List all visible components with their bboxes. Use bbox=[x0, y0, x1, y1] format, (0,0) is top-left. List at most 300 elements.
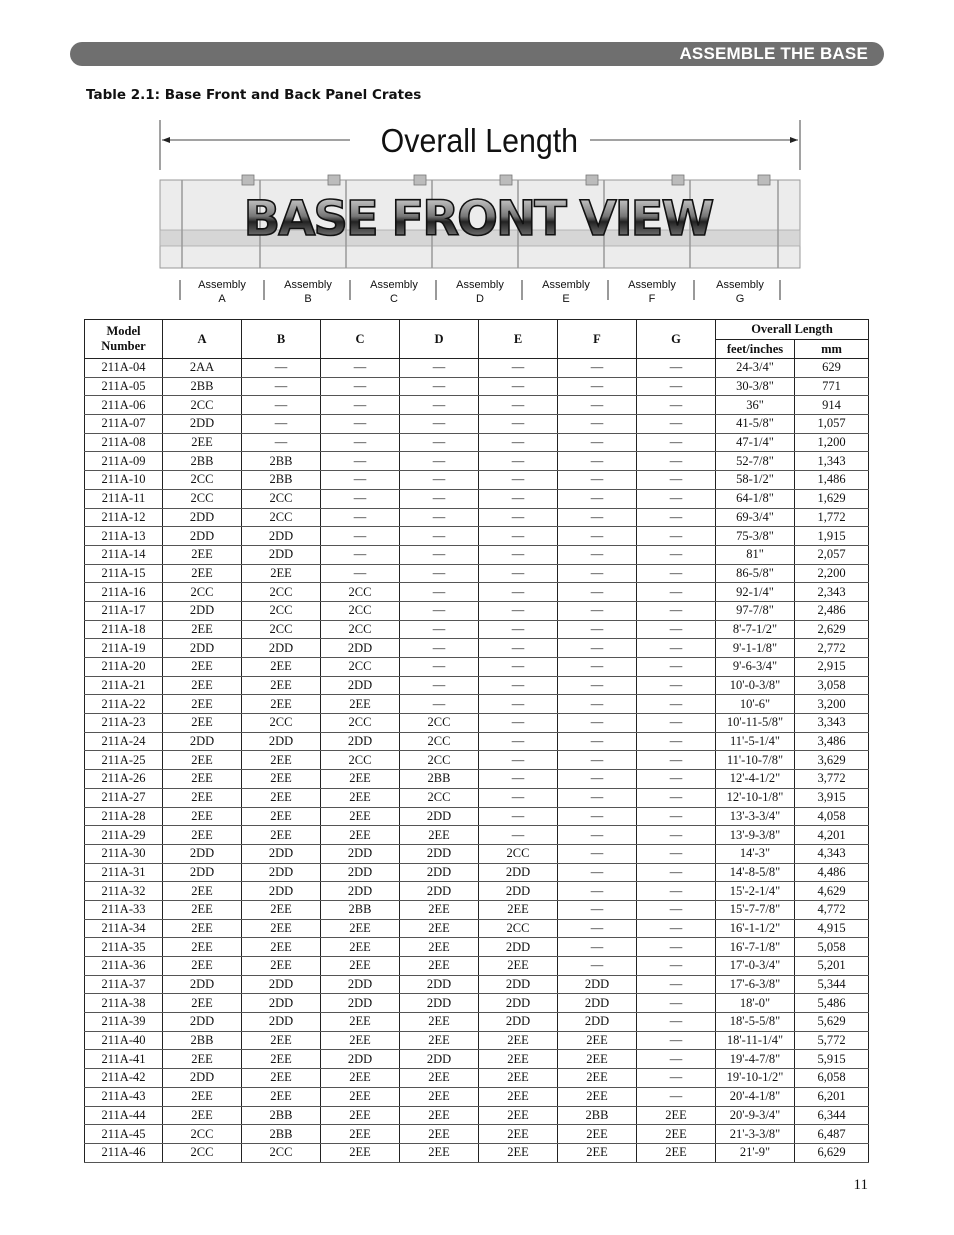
col-header-a: A bbox=[163, 320, 242, 359]
table-cell: — bbox=[558, 564, 637, 583]
table-cell: 15'-2-1/4" bbox=[716, 882, 795, 901]
table-cell: — bbox=[558, 359, 637, 378]
table-cell: — bbox=[637, 957, 716, 976]
table-cell: 2EE bbox=[242, 900, 321, 919]
table-cell: 1,629 bbox=[795, 489, 869, 508]
table-cell: — bbox=[479, 489, 558, 508]
table-cell: — bbox=[558, 807, 637, 826]
table-cell: — bbox=[558, 732, 637, 751]
table-cell: 2EE bbox=[558, 1031, 637, 1050]
table-cell: 2EE bbox=[400, 1143, 479, 1162]
table-cell: 2BB bbox=[400, 770, 479, 789]
table-cell: 2EE bbox=[400, 1069, 479, 1088]
table-cell: — bbox=[558, 433, 637, 452]
table-cell: 211A-26 bbox=[85, 770, 163, 789]
table-cell: 4,343 bbox=[795, 844, 869, 863]
table-cell: 2DD bbox=[400, 975, 479, 994]
table-cell: 2EE bbox=[558, 1050, 637, 1069]
table-cell: 2EE bbox=[321, 770, 400, 789]
table-cell: — bbox=[558, 620, 637, 639]
table-cell: 2,057 bbox=[795, 545, 869, 564]
table-cell: 2CC bbox=[321, 751, 400, 770]
table-cell: 211A-31 bbox=[85, 863, 163, 882]
table-cell: 2DD bbox=[321, 732, 400, 751]
table-cell: 211A-39 bbox=[85, 1013, 163, 1032]
table-cell: 36" bbox=[716, 396, 795, 415]
table-row bbox=[85, 919, 869, 938]
table-cell: — bbox=[637, 1069, 716, 1088]
table-cell: 211A-44 bbox=[85, 1106, 163, 1125]
table-cell: 2EE bbox=[242, 1069, 321, 1088]
table-cell: 2EE bbox=[400, 826, 479, 845]
table-cell: — bbox=[400, 695, 479, 714]
table-cell: 2EE bbox=[321, 1125, 400, 1144]
table-cell: 2CC bbox=[479, 844, 558, 863]
col-header-c: C bbox=[321, 320, 400, 359]
table-cell: — bbox=[479, 770, 558, 789]
table-cell: — bbox=[637, 732, 716, 751]
table-cell: — bbox=[400, 545, 479, 564]
table-cell: 211A-08 bbox=[85, 433, 163, 452]
table-cell: 211A-41 bbox=[85, 1050, 163, 1069]
table-cell: — bbox=[479, 471, 558, 490]
table-cell: 2DD bbox=[400, 807, 479, 826]
table-cell: — bbox=[479, 732, 558, 751]
table-cell: 75-3/8" bbox=[716, 527, 795, 546]
table-cell: — bbox=[637, 452, 716, 471]
table-cell: 19'-10-1/2" bbox=[716, 1069, 795, 1088]
table-cell: 2CC bbox=[242, 714, 321, 733]
table-cell: — bbox=[400, 452, 479, 471]
table-cell: — bbox=[242, 377, 321, 396]
table-cell: 21'-9" bbox=[716, 1143, 795, 1162]
table-cell: 2EE bbox=[242, 826, 321, 845]
table-cell: 2DD bbox=[558, 975, 637, 994]
table-cell: — bbox=[400, 508, 479, 527]
table-cell: 2CC bbox=[321, 601, 400, 620]
table-cell: — bbox=[400, 620, 479, 639]
table-cell: — bbox=[400, 489, 479, 508]
col-header-f: F bbox=[558, 320, 637, 359]
table-row bbox=[85, 583, 869, 602]
table-cell: 1,915 bbox=[795, 527, 869, 546]
table-cell: 2EE bbox=[163, 938, 242, 957]
table-cell: 14'-8-5/8" bbox=[716, 863, 795, 882]
table-cell: — bbox=[558, 658, 637, 677]
table-cell: — bbox=[558, 601, 637, 620]
table-cell: — bbox=[637, 489, 716, 508]
table-cell: 211A-22 bbox=[85, 695, 163, 714]
table-cell: — bbox=[479, 807, 558, 826]
table-cell: 3,629 bbox=[795, 751, 869, 770]
table-cell: 4,772 bbox=[795, 900, 869, 919]
table-cell: 2EE bbox=[321, 957, 400, 976]
crates-table bbox=[84, 319, 869, 1163]
table-cell: — bbox=[321, 433, 400, 452]
table-cell: — bbox=[479, 695, 558, 714]
assembly-label-a: Assembly bbox=[198, 279, 246, 291]
table-cell: 2EE bbox=[242, 564, 321, 583]
table-cell: — bbox=[242, 415, 321, 434]
table-cell: — bbox=[558, 826, 637, 845]
table-cell: 1,057 bbox=[795, 415, 869, 434]
table-row bbox=[85, 359, 869, 378]
table-cell: 2EE bbox=[163, 751, 242, 770]
table-cell: — bbox=[400, 527, 479, 546]
table-cell: 13'-3-3/4" bbox=[716, 807, 795, 826]
table-cell: — bbox=[637, 994, 716, 1013]
crates-table-body bbox=[85, 359, 869, 1163]
table-cell: 6,344 bbox=[795, 1106, 869, 1125]
table-cell: 2EE bbox=[242, 676, 321, 695]
table-cell: — bbox=[637, 396, 716, 415]
table-cell: 2DD bbox=[321, 882, 400, 901]
table-cell: 211A-04 bbox=[85, 359, 163, 378]
table-cell: 211A-11 bbox=[85, 489, 163, 508]
table-cell: — bbox=[637, 1050, 716, 1069]
table-row bbox=[85, 900, 869, 919]
table-cell: 2EE bbox=[400, 938, 479, 957]
table-cell: — bbox=[558, 527, 637, 546]
table-cell: 211A-20 bbox=[85, 658, 163, 677]
table-cell: 12'-4-1/2" bbox=[716, 770, 795, 789]
table-cell: 2EE bbox=[242, 957, 321, 976]
table-cell: 2EE bbox=[400, 900, 479, 919]
table-cell: — bbox=[637, 807, 716, 826]
table-cell: 3,486 bbox=[795, 732, 869, 751]
table-cell: 2CC bbox=[321, 620, 400, 639]
table-cell: — bbox=[558, 882, 637, 901]
table-cell: 2CC bbox=[163, 583, 242, 602]
table-cell: 2EE bbox=[479, 1125, 558, 1144]
table-cell: 211A-07 bbox=[85, 415, 163, 434]
table-row bbox=[85, 396, 869, 415]
table-cell: 2DD bbox=[400, 1050, 479, 1069]
assembly-label-d: Assembly bbox=[456, 279, 504, 291]
table-cell: — bbox=[479, 639, 558, 658]
table-cell: 24-3/4" bbox=[716, 359, 795, 378]
table-cell: 2CC bbox=[242, 489, 321, 508]
assembly-letter-e: E bbox=[562, 293, 570, 305]
table-cell: 2EE bbox=[242, 1050, 321, 1069]
table-cell: 2CC bbox=[242, 583, 321, 602]
table-cell: 211A-36 bbox=[85, 957, 163, 976]
table-cell: 2EE bbox=[400, 1106, 479, 1125]
table-row bbox=[85, 564, 869, 583]
table-cell: 2CC bbox=[163, 489, 242, 508]
table-cell: — bbox=[479, 676, 558, 695]
table-cell: 2EE bbox=[479, 1087, 558, 1106]
table-row bbox=[85, 826, 869, 845]
table-row bbox=[85, 751, 869, 770]
table-cell: 2EE bbox=[242, 695, 321, 714]
table-cell: — bbox=[479, 658, 558, 677]
table-cell: 771 bbox=[795, 377, 869, 396]
table-cell: 2DD bbox=[242, 639, 321, 658]
table-cell: 2CC bbox=[321, 714, 400, 733]
table-cell: 13'-9-3/8" bbox=[716, 826, 795, 845]
table-row bbox=[85, 620, 869, 639]
table-cell: 2DD bbox=[163, 1013, 242, 1032]
table-cell: 2DD bbox=[558, 1013, 637, 1032]
table-cell: 9'-6-3/4" bbox=[716, 658, 795, 677]
table-cell: 2DD bbox=[479, 863, 558, 882]
table-row bbox=[85, 732, 869, 751]
table-cell: — bbox=[400, 639, 479, 658]
table-row bbox=[85, 863, 869, 882]
table-cell: 6,487 bbox=[795, 1125, 869, 1144]
table-cell: 211A-46 bbox=[85, 1143, 163, 1162]
table-cell: 5,486 bbox=[795, 994, 869, 1013]
table-cell: 2EE bbox=[321, 938, 400, 957]
table-cell: — bbox=[479, 527, 558, 546]
arrow-left-icon bbox=[162, 137, 170, 143]
table-cell: 2EE bbox=[163, 658, 242, 677]
table-cell: 2EE bbox=[400, 1125, 479, 1144]
table-row bbox=[85, 1031, 869, 1050]
table-cell: — bbox=[242, 359, 321, 378]
table-cell: 2EE bbox=[321, 788, 400, 807]
table-cell: 2CC bbox=[163, 1125, 242, 1144]
table-row bbox=[85, 695, 869, 714]
table-cell: 2EE bbox=[400, 1031, 479, 1050]
table-cell: 2DD bbox=[242, 545, 321, 564]
table-cell: 2DD bbox=[400, 844, 479, 863]
table-cell: 20'-9-3/4" bbox=[716, 1106, 795, 1125]
table-cell: 2CC bbox=[163, 471, 242, 490]
table-cell: — bbox=[637, 377, 716, 396]
table-cell: 2BB bbox=[242, 1125, 321, 1144]
table-cell: 2DD bbox=[163, 415, 242, 434]
overall-length-header: Overall Length bbox=[716, 320, 869, 340]
table-cell: — bbox=[321, 545, 400, 564]
table-cell: 17'-0-3/4" bbox=[716, 957, 795, 976]
table-cell: — bbox=[558, 695, 637, 714]
table-cell: 2EE bbox=[321, 1087, 400, 1106]
table-row bbox=[85, 770, 869, 789]
table-cell: 4,915 bbox=[795, 919, 869, 938]
table-cell: 2EE bbox=[163, 545, 242, 564]
table-cell: 2EE bbox=[163, 994, 242, 1013]
table-cell: 2BB bbox=[163, 377, 242, 396]
table-cell: 2CC bbox=[242, 620, 321, 639]
table-cell: 2EE bbox=[163, 957, 242, 976]
table-cell: — bbox=[400, 471, 479, 490]
table-cell: 2EE bbox=[637, 1125, 716, 1144]
table-cell: — bbox=[637, 508, 716, 527]
table-cell: 2EE bbox=[242, 751, 321, 770]
table-cell: 5,058 bbox=[795, 938, 869, 957]
table-cell: 211A-06 bbox=[85, 396, 163, 415]
table-cell: 211A-16 bbox=[85, 583, 163, 602]
table-cell: 1,486 bbox=[795, 471, 869, 490]
table-cell: — bbox=[637, 1087, 716, 1106]
section-header-bar bbox=[70, 42, 884, 66]
table-cell: 2DD bbox=[242, 1013, 321, 1032]
table-cell: 3,772 bbox=[795, 770, 869, 789]
col-header-g: G bbox=[637, 320, 716, 359]
mm-header: mm bbox=[795, 340, 869, 359]
table-cell: 2CC bbox=[400, 714, 479, 733]
assembly-letter-c: C bbox=[390, 293, 398, 305]
table-cell: 12'-10-1/8" bbox=[716, 788, 795, 807]
table-cell: 1,343 bbox=[795, 452, 869, 471]
table-cell: 914 bbox=[795, 396, 869, 415]
table-cell: 211A-33 bbox=[85, 900, 163, 919]
table-cell: 2EE bbox=[479, 1143, 558, 1162]
table-cell: 3,200 bbox=[795, 695, 869, 714]
col-header-e: E bbox=[479, 320, 558, 359]
table-cell: 2EE bbox=[321, 1069, 400, 1088]
table-cell: — bbox=[637, 714, 716, 733]
table-cell: — bbox=[637, 676, 716, 695]
table-cell: 2EE bbox=[321, 1106, 400, 1125]
table-cell: 211A-09 bbox=[85, 452, 163, 471]
table-cell: — bbox=[558, 583, 637, 602]
table-cell: 211A-34 bbox=[85, 919, 163, 938]
table-cell: 2EE bbox=[479, 1050, 558, 1069]
table-cell: 211A-42 bbox=[85, 1069, 163, 1088]
table-cell: 211A-23 bbox=[85, 714, 163, 733]
table-cell: — bbox=[321, 452, 400, 471]
table-cell: — bbox=[400, 583, 479, 602]
table-cell: 211A-05 bbox=[85, 377, 163, 396]
table-cell: — bbox=[400, 658, 479, 677]
table-cell: — bbox=[558, 919, 637, 938]
table-cell: — bbox=[558, 788, 637, 807]
table-cell: — bbox=[558, 452, 637, 471]
table-cell: — bbox=[479, 545, 558, 564]
table-row bbox=[85, 957, 869, 976]
table-cell: 2DD bbox=[321, 975, 400, 994]
table-cell: — bbox=[637, 1013, 716, 1032]
table-cell: 2DD bbox=[163, 527, 242, 546]
table-cell: 2DD bbox=[400, 863, 479, 882]
table-cell: — bbox=[479, 396, 558, 415]
table-cell: — bbox=[558, 676, 637, 695]
table-cell: 2EE bbox=[242, 770, 321, 789]
table-row bbox=[85, 994, 869, 1013]
table-cell: 2EE bbox=[558, 1087, 637, 1106]
table-cell: 4,629 bbox=[795, 882, 869, 901]
table-row bbox=[85, 975, 869, 994]
table-cell: 69-3/4" bbox=[716, 508, 795, 527]
table-cell: 14'-3" bbox=[716, 844, 795, 863]
table-cell: 2DD bbox=[479, 994, 558, 1013]
table-cell: 9'-1-1/8" bbox=[716, 639, 795, 658]
table-cell: 2EE bbox=[321, 1031, 400, 1050]
table-cell: 86-5/8" bbox=[716, 564, 795, 583]
table-cell: 2DD bbox=[558, 994, 637, 1013]
table-cell: 2BB bbox=[558, 1106, 637, 1125]
table-cell: 2CC bbox=[400, 751, 479, 770]
table-cell: 2DD bbox=[242, 882, 321, 901]
table-cell: 2EE bbox=[163, 1087, 242, 1106]
table-cell: — bbox=[637, 1031, 716, 1050]
table-cell: — bbox=[242, 396, 321, 415]
table-cell: 6,058 bbox=[795, 1069, 869, 1088]
table-cell: 2DD bbox=[242, 975, 321, 994]
col-header-d: D bbox=[400, 320, 479, 359]
table-cell: 3,915 bbox=[795, 788, 869, 807]
table-cell: 81" bbox=[716, 545, 795, 564]
table-cell: — bbox=[400, 359, 479, 378]
table-caption: Table 2.1: Base Front and Back Panel Crates bbox=[86, 87, 422, 103]
table-cell: — bbox=[400, 601, 479, 620]
table-cell: 2AA bbox=[163, 359, 242, 378]
table-cell: 2EE bbox=[479, 957, 558, 976]
table-cell: 5,629 bbox=[795, 1013, 869, 1032]
table-cell: 2DD bbox=[242, 527, 321, 546]
table-cell: 10'-6" bbox=[716, 695, 795, 714]
table-row bbox=[85, 452, 869, 471]
table-cell: 18'-11-1/4" bbox=[716, 1031, 795, 1050]
table-cell: 5,915 bbox=[795, 1050, 869, 1069]
table-cell: 2EE bbox=[242, 788, 321, 807]
table-cell: 4,486 bbox=[795, 863, 869, 882]
table-cell: 211A-30 bbox=[85, 844, 163, 863]
table-cell: 2CC bbox=[321, 583, 400, 602]
table-cell: 2EE bbox=[242, 658, 321, 677]
table-cell: 2EE bbox=[163, 620, 242, 639]
table-row bbox=[85, 676, 869, 695]
base-front-view-figure bbox=[150, 112, 810, 312]
table-row bbox=[85, 1087, 869, 1106]
table-cell: — bbox=[242, 433, 321, 452]
table-cell: — bbox=[558, 489, 637, 508]
table-cell: 20'-4-1/8" bbox=[716, 1087, 795, 1106]
assembly-letter-b: B bbox=[304, 293, 312, 305]
table-cell: 10'-0-3/8" bbox=[716, 676, 795, 695]
table-cell: — bbox=[637, 770, 716, 789]
table-cell: 2EE bbox=[242, 1087, 321, 1106]
table-cell: 2DD bbox=[242, 844, 321, 863]
table-cell: 2EE bbox=[163, 433, 242, 452]
table-cell: — bbox=[479, 508, 558, 527]
table-cell: 2DD bbox=[321, 994, 400, 1013]
table-cell: 2BB bbox=[321, 900, 400, 919]
table-cell: — bbox=[400, 433, 479, 452]
table-cell: 2DD bbox=[242, 994, 321, 1013]
table-row bbox=[85, 433, 869, 452]
table-cell: 2,915 bbox=[795, 658, 869, 677]
table-row bbox=[85, 415, 869, 434]
table-cell: — bbox=[558, 900, 637, 919]
table-cell: 2CC bbox=[400, 788, 479, 807]
table-cell: 2EE bbox=[321, 919, 400, 938]
table-cell: 92-1/4" bbox=[716, 583, 795, 602]
table-cell: — bbox=[479, 359, 558, 378]
table-cell: 30-3/8" bbox=[716, 377, 795, 396]
table-cell: 211A-32 bbox=[85, 882, 163, 901]
assembly-letter-d: D bbox=[476, 293, 484, 305]
table-cell: — bbox=[637, 919, 716, 938]
assembly-letter-a: A bbox=[218, 293, 226, 305]
table-row bbox=[85, 527, 869, 546]
table-cell: 41-5/8" bbox=[716, 415, 795, 434]
table-cell: 2EE bbox=[163, 919, 242, 938]
table-cell: — bbox=[637, 788, 716, 807]
table-cell: — bbox=[479, 377, 558, 396]
table-row bbox=[85, 658, 869, 677]
table-cell: 2EE bbox=[163, 770, 242, 789]
table-cell: — bbox=[637, 695, 716, 714]
table-row bbox=[85, 1069, 869, 1088]
table-cell: — bbox=[321, 489, 400, 508]
table-cell: 211A-28 bbox=[85, 807, 163, 826]
table-cell: 11'-5-1/4" bbox=[716, 732, 795, 751]
table-row bbox=[85, 1143, 869, 1162]
